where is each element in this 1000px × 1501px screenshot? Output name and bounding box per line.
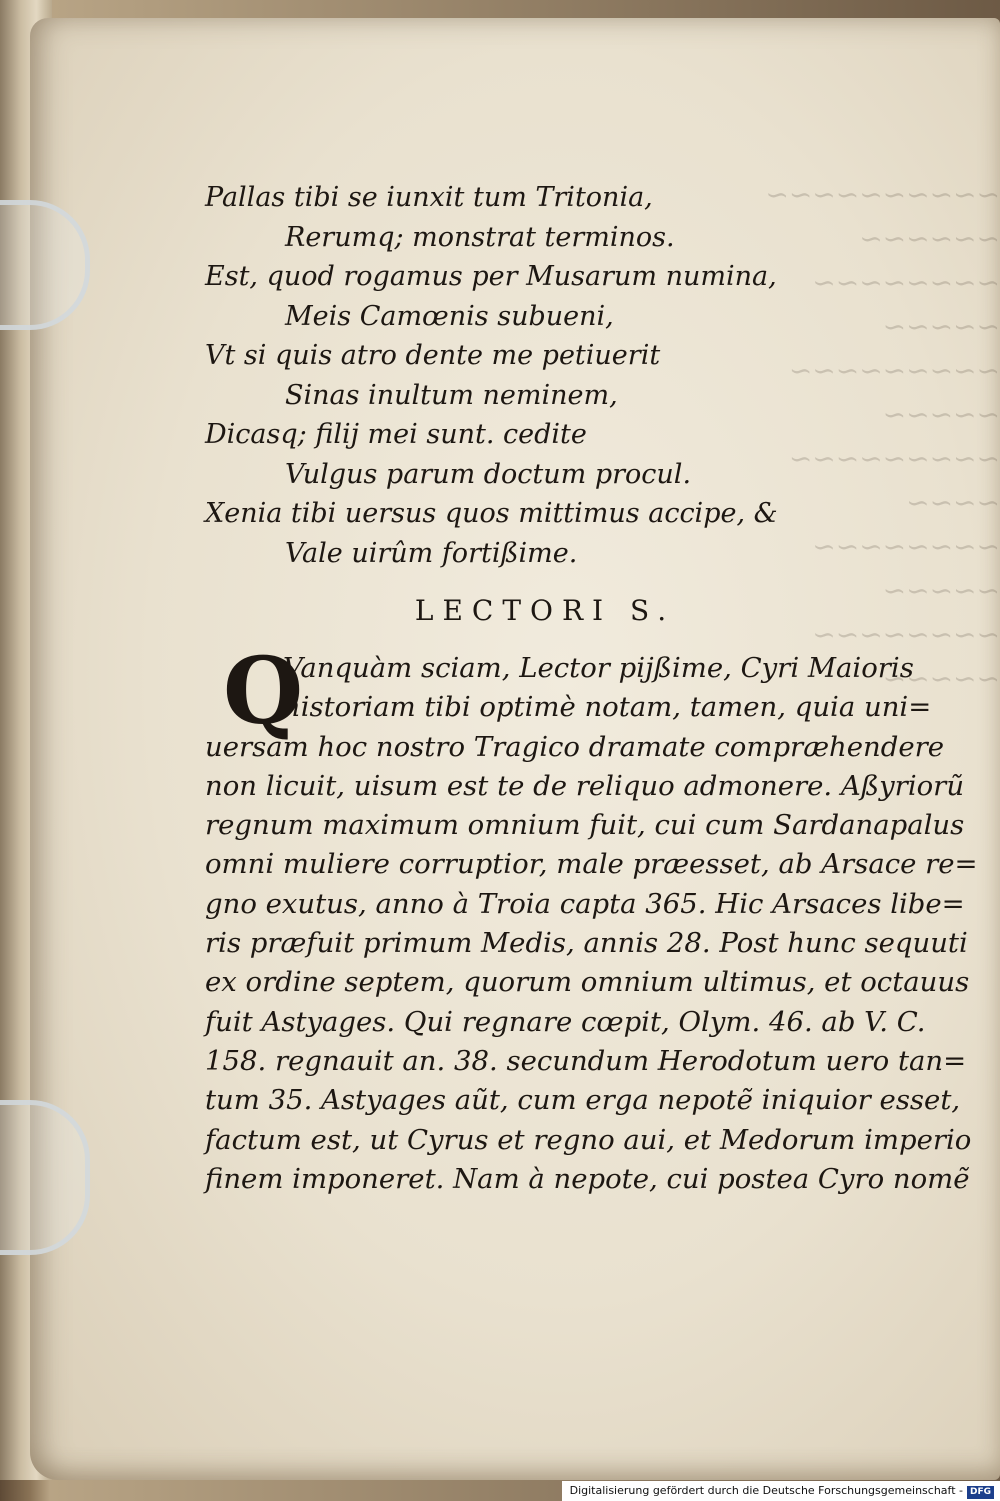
prose-line: factum est, ut Cyrus et regno aui, et Medorum imperio <box>205 1123 972 1156</box>
page-text <box>205 178 978 1199</box>
prose-line: non licuit, uisum est te de reliquo admonere. Aßyriorũ <box>205 769 965 802</box>
verse-line: Xenia tibi uersus quos mittimus accipe, & <box>205 498 778 529</box>
dfg-logo: DFG <box>967 1486 994 1499</box>
verse-line: Vulgus parum doctum procul. <box>285 458 692 490</box>
prose-line: fuit Astyages. Qui regnare cœpit, Olym. 46. ab V. C. <box>205 1005 926 1038</box>
prose-line: historiam tibi optimè notam, tamen, quia uni= <box>283 691 932 724</box>
prose-line: ex ordine septem, quorum omnium ultimus, et octauus <box>205 966 970 999</box>
digitization-credit <box>562 1481 1000 1501</box>
verse-line: Sinas inultum neminem, <box>285 379 618 411</box>
credit-text: Digitalisierung gefördert durch die Deutsche Forschungsgemeinschaft - <box>569 1484 963 1497</box>
prose-line: regnum maximum omnium fuit, cui cum Sardanapalus <box>205 809 965 842</box>
verse-block <box>205 178 905 573</box>
drop-initial: Q <box>223 637 304 745</box>
prose-line: tum 35. Astyages aũt, cum erga nepotẽ iniquior esset, <box>205 1084 961 1117</box>
verse-line: Vale uirûm fortißime. <box>285 537 578 569</box>
prose-line: Vanquàm sciam, Lector pijßime, Cyri Maioris <box>283 652 914 684</box>
verse-line: Dicasq; filij mei sunt. cedite <box>205 419 587 450</box>
page-clip-bottom <box>0 1100 90 1255</box>
prose-line: omni muliere corruptior, male præesset, ab Arsace re= <box>205 848 978 881</box>
verse-line: Pallas tibi se iunxit tum Tritonia, <box>205 182 653 213</box>
prose-line: gno exutus, anno à Troia capta 365. Hic Arsaces libe= <box>205 887 965 920</box>
prose-line: uersam hoc nostro Tragico dramate compræhendere <box>205 730 945 763</box>
verse-line: Meis Camœnis subueni, <box>285 300 614 332</box>
prose-line: 158. regnauit an. 38. secundum Herodotum uero tan= <box>205 1044 967 1077</box>
verse-line: Est, quod rogamus per Musarum numina, <box>205 261 777 292</box>
prose-block <box>205 637 978 1199</box>
section-heading: LECTORI S. <box>414 594 676 627</box>
verse-line: Rerumq; monstrat terminos. <box>285 221 675 253</box>
verse-line: Vt si quis atro dente me petiuerit <box>205 340 661 371</box>
prose-line: finem imponeret. Nam à nepote, cui postea Cyro nomẽ <box>205 1162 970 1195</box>
show-through-text: ~~~~~~~~~~ ~~~~~~ ~~~~~~~~ ~~~~~ ~~~~~~~~~ ~~~~~ ~~~~~~~~~ ~~~~ ~~~~~~~~ ~~~~~ ~~~~~~~~ ~~~~~ <box>765 178 1000 695</box>
prose-line: ris præfuit primum Medis, annis 28. Post hunc sequuti <box>205 927 968 960</box>
